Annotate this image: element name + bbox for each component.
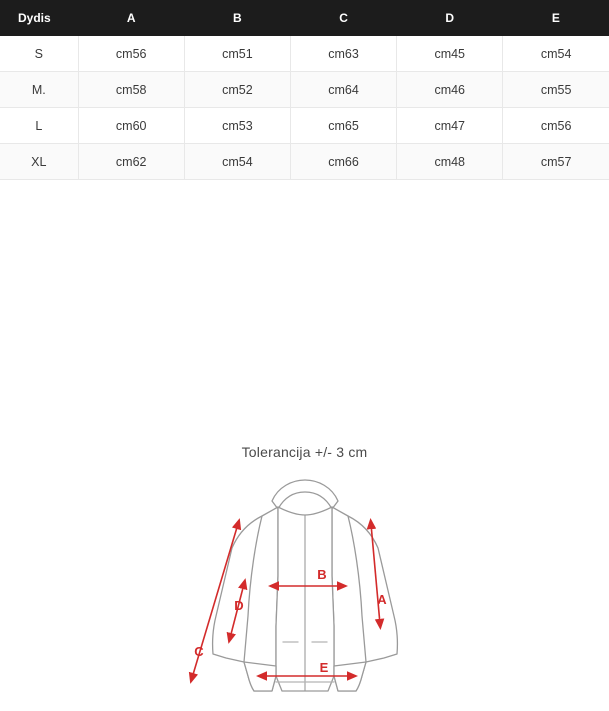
- cell-a: cm56: [78, 36, 184, 72]
- cell-c: cm63: [290, 36, 396, 72]
- cell-d: cm48: [397, 144, 503, 180]
- label-c: C: [194, 644, 204, 659]
- size-table: [0, 0, 609, 180]
- table-row: [0, 36, 609, 72]
- cell-size: L: [0, 108, 78, 144]
- column-header-size: Dydis: [0, 0, 78, 36]
- cell-size: M.: [0, 72, 78, 108]
- cell-b: cm53: [184, 108, 290, 144]
- table-row: [0, 72, 609, 108]
- cell-b: cm54: [184, 144, 290, 180]
- table-row: [0, 144, 609, 180]
- size-table-head: [0, 0, 609, 36]
- cell-e: cm54: [503, 36, 609, 72]
- cell-d: cm46: [397, 72, 503, 108]
- cell-b: cm51: [184, 36, 290, 72]
- cell-a: cm60: [78, 108, 184, 144]
- measurement-diagram: [0, 180, 609, 675]
- cell-size: XL: [0, 144, 78, 180]
- cell-a: cm58: [78, 72, 184, 108]
- cell-e: cm56: [503, 108, 609, 144]
- cell-size: S: [0, 36, 78, 72]
- tolerance-note: Tolerancija +/- 3 cm: [241, 444, 368, 460]
- cell-c: cm65: [290, 108, 396, 144]
- label-e: E: [319, 660, 329, 675]
- cell-d: cm45: [397, 36, 503, 72]
- column-header-a: A: [78, 0, 184, 36]
- label-a: A: [377, 592, 387, 607]
- column-header-c: C: [290, 0, 396, 36]
- cell-c: cm64: [290, 72, 396, 108]
- column-header-e: E: [503, 0, 609, 36]
- size-table-body: [0, 36, 609, 180]
- jacket-illustration: [152, 476, 458, 711]
- column-header-d: D: [397, 0, 503, 36]
- cell-e: cm57: [503, 144, 609, 180]
- cell-e: cm55: [503, 72, 609, 108]
- cell-c: cm66: [290, 144, 396, 180]
- label-d: D: [234, 598, 244, 613]
- column-header-b: B: [184, 0, 290, 36]
- table-header-row: [0, 0, 609, 36]
- label-b: B: [317, 567, 327, 582]
- cell-d: cm47: [397, 108, 503, 144]
- cell-b: cm52: [184, 72, 290, 108]
- table-row: [0, 108, 609, 144]
- cell-a: cm62: [78, 144, 184, 180]
